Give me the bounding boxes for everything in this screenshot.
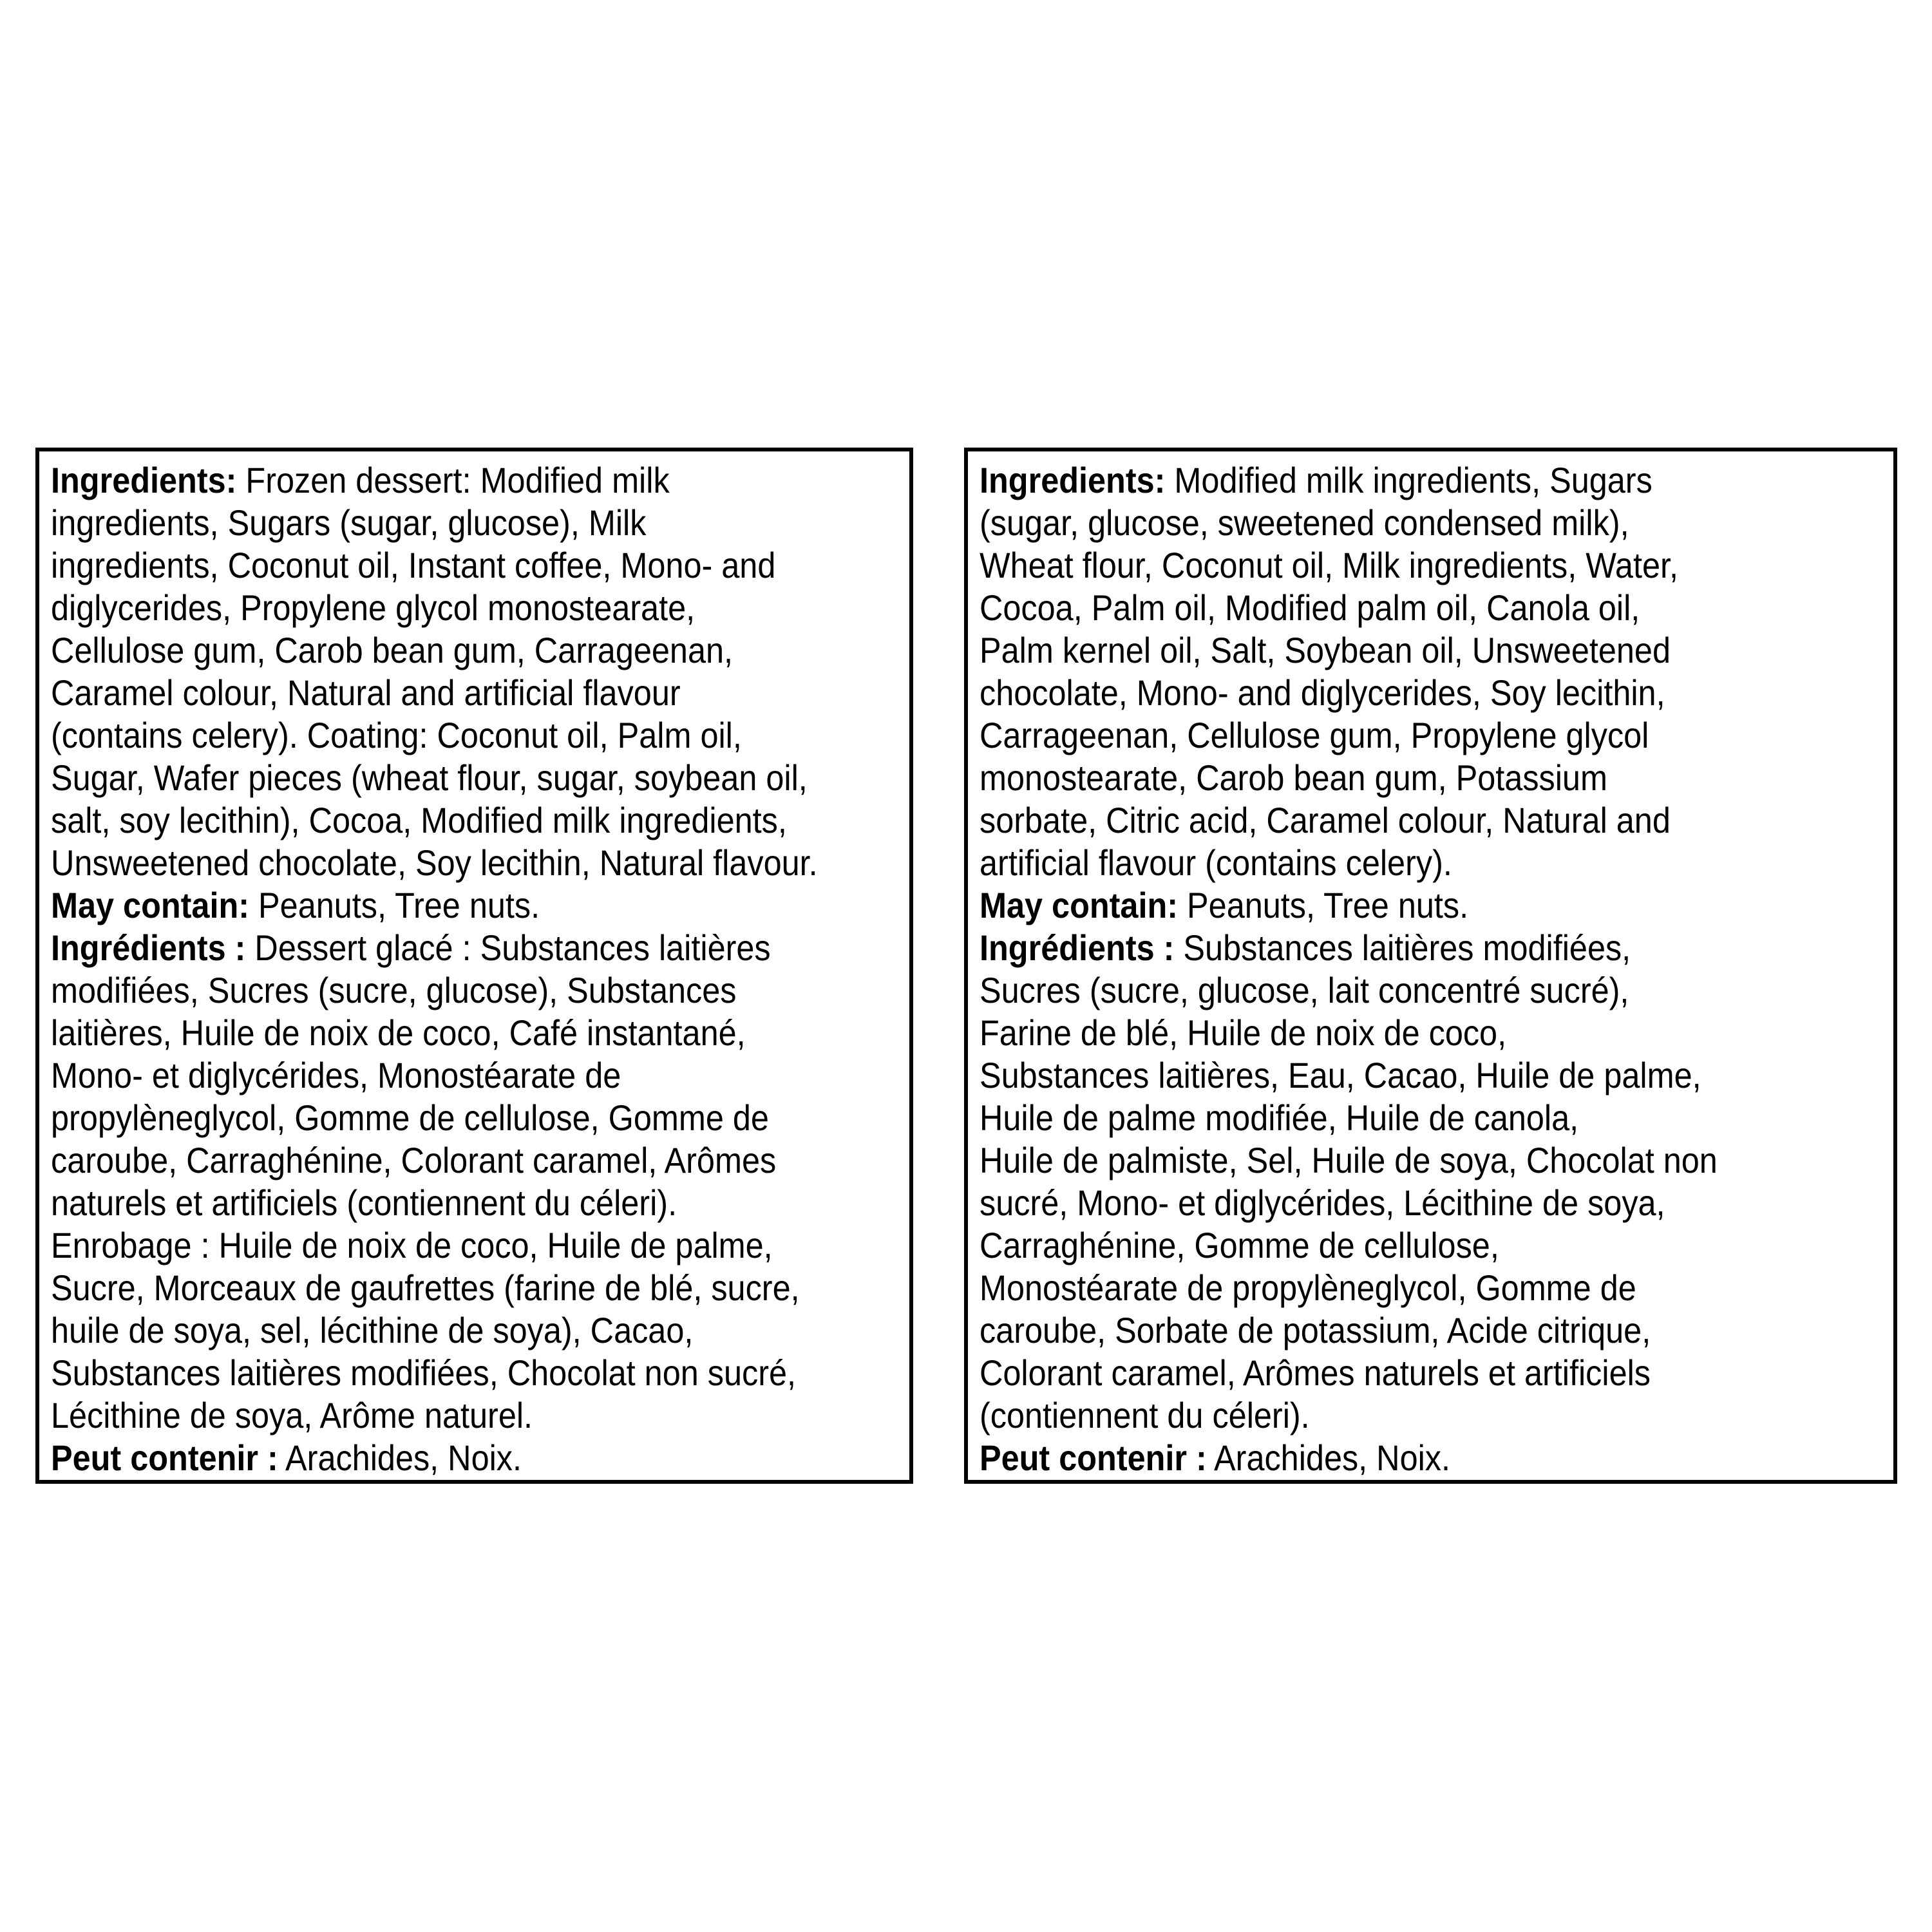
- ingredient-line: [980, 1437, 1793, 1479]
- ingredient-text: Substances laitières, Eau, Cacao, Huile de palme,: [980, 1055, 1701, 1095]
- ingredient-line: [51, 672, 814, 714]
- ingredient-text: Unsweetened chocolate, Soy lecithin, Natural flavour.: [51, 842, 818, 883]
- section-label: May contain:: [980, 885, 1179, 925]
- ingredient-line: [51, 1309, 814, 1352]
- ingredient-line: [51, 969, 814, 1012]
- ingredient-line: [51, 1224, 814, 1267]
- section-label: Peut contenir :: [980, 1437, 1207, 1478]
- ingredient-text: caroube, Carraghénine, Colorant caramel, Arômes: [51, 1140, 777, 1180]
- ingredient-line: [51, 459, 814, 502]
- ingredient-text: Frozen dessert: Modified milk: [236, 460, 670, 500]
- ingredient-line: [980, 587, 1793, 629]
- ingredient-text: (contiennent du céleri).: [980, 1395, 1310, 1435]
- ingredient-text: Huile de palme modifiée, Huile de canola,: [980, 1097, 1579, 1138]
- ingredient-text: Arachides, Noix.: [1206, 1437, 1451, 1478]
- section-label: May contain:: [51, 885, 250, 925]
- ingredient-line: [980, 842, 1793, 884]
- ingredient-line: [51, 799, 814, 842]
- ingredient-text: Substances laitières modifiées,: [1174, 927, 1631, 968]
- ingredient-text: Caramel colour, Natural and artificial flavour: [51, 672, 681, 713]
- ingredient-line: [980, 1182, 1793, 1224]
- ingredient-text: diglycerides, Propylene glycol monostearate,: [51, 587, 696, 628]
- ingredient-line: [51, 884, 814, 927]
- ingredient-text: Cocoa, Palm oil, Modified palm oil, Canola oil,: [980, 587, 1640, 628]
- right-ingredient-label-box: [964, 448, 1897, 1484]
- ingredient-line: [51, 1054, 814, 1097]
- ingredient-line: [980, 757, 1793, 799]
- ingredient-line: [51, 842, 818, 884]
- ingredient-line: [51, 629, 814, 672]
- ingredient-line: [980, 884, 1793, 927]
- ingredient-line: [51, 1352, 814, 1394]
- section-label: Ingredients:: [51, 460, 237, 500]
- ingredient-text: Mono- et diglycérides, Monostéarate de: [51, 1055, 621, 1095]
- ingredient-line: [51, 757, 814, 799]
- ingredient-line: [980, 927, 1793, 969]
- ingredient-line: [51, 714, 814, 757]
- ingredient-line: [980, 502, 1793, 544]
- ingredient-text: Sugar, Wafer pieces (wheat flour, sugar, soybean oil,: [51, 757, 808, 798]
- ingredient-line: [980, 714, 1793, 757]
- ingredient-line: [51, 1139, 814, 1182]
- section-label: Ingrédients :: [980, 927, 1175, 968]
- ingredient-text: Carrageenan, Cellulose gum, Propylene glycol: [980, 715, 1649, 755]
- ingredient-line: [51, 1394, 814, 1437]
- ingredient-text: Arachides, Noix.: [278, 1437, 522, 1478]
- ingredient-line: [51, 1012, 814, 1054]
- ingredient-line: [980, 1054, 1793, 1097]
- ingredient-text: Lécithine de soya, Arôme naturel.: [51, 1395, 533, 1435]
- ingredient-text: monostearate, Carob bean gum, Potassium: [980, 757, 1607, 798]
- ingredient-text: naturels et artificiels (contiennent du céleri).: [51, 1182, 677, 1223]
- ingredient-line: [51, 502, 814, 544]
- ingredient-text: chocolate, Mono- and diglycerides, Soy lecithin,: [980, 672, 1665, 713]
- ingredient-line: [980, 1139, 1793, 1182]
- ingredient-text: Colorant caramel, Arômes naturels et artificiels: [980, 1352, 1651, 1393]
- ingredient-line: [980, 1352, 1793, 1394]
- ingredient-text: modifiées, Sucres (sucre, glucose), Substances: [51, 970, 737, 1010]
- ingredient-text: laitières, Huile de noix de coco, Café instantané,: [51, 1012, 746, 1053]
- ingredient-text: salt, soy lecithin), Cocoa, Modified milk ingredients,: [51, 800, 787, 840]
- ingredient-text: Peanuts, Tree nuts.: [1178, 885, 1469, 925]
- section-label: Peut contenir :: [51, 1437, 278, 1478]
- ingredient-line: [980, 1224, 1793, 1267]
- ingredient-text: Sucres (sucre, glucose, lait concentré sucré),: [980, 970, 1629, 1010]
- ingredient-line: [980, 459, 1793, 502]
- ingredient-line: [980, 672, 1793, 714]
- ingredient-line: [980, 969, 1793, 1012]
- ingredient-text: Huile de palmiste, Sel, Huile de soya, Chocolat non: [980, 1140, 1718, 1180]
- ingredient-text: huile de soya, sel, lécithine de soya), Cacao,: [51, 1310, 694, 1350]
- ingredient-line: [51, 927, 814, 969]
- ingredient-text: Sucre, Morceaux de gaufrettes (farine de blé, sucre,: [51, 1267, 800, 1308]
- section-label: Ingrédients :: [51, 927, 246, 968]
- ingredient-text: Wheat flour, Coconut oil, Milk ingredients, Water,: [980, 545, 1679, 585]
- ingredient-line: [51, 544, 814, 587]
- ingredient-line: [51, 1267, 814, 1309]
- ingredient-text: sorbate, Citric acid, Caramel colour, Natural and: [980, 800, 1671, 840]
- ingredient-line: [980, 1097, 1793, 1139]
- ingredient-text: artificial flavour (contains celery).: [980, 842, 1452, 883]
- section-label: Ingredients:: [980, 460, 1166, 500]
- ingredient-line: [980, 799, 1793, 842]
- ingredient-text: Modified milk ingredients, Sugars: [1165, 460, 1653, 500]
- ingredient-text: Palm kernel oil, Salt, Soybean oil, Unsweetened: [980, 630, 1671, 670]
- ingredient-line: [51, 587, 814, 629]
- ingredient-text: Carraghénine, Gomme de cellulose,: [980, 1225, 1499, 1265]
- ingredient-line: [51, 1182, 814, 1224]
- ingredient-text: Dessert glacé : Substances laitières: [245, 927, 771, 968]
- ingredient-line: [980, 1394, 1793, 1437]
- ingredient-text: (contains celery). Coating: Coconut oil, Palm oil,: [51, 715, 742, 755]
- ingredient-text: (sugar, glucose, sweetened condensed milk),: [980, 502, 1629, 543]
- ingredient-text: Monostéarate de propylèneglycol, Gomme de: [980, 1267, 1636, 1308]
- ingredient-text: Enrobage : Huile de noix de coco, Huile de palme,: [51, 1225, 773, 1265]
- ingredient-line: [980, 1309, 1793, 1352]
- ingredient-text: Farine de blé, Huile de noix de coco,: [980, 1012, 1507, 1053]
- ingredient-text: Cellulose gum, Carob bean gum, Carrageenan,: [51, 630, 734, 670]
- ingredient-text: sucré, Mono- et diglycérides, Lécithine de soya,: [980, 1182, 1665, 1223]
- ingredient-line: [51, 1437, 814, 1479]
- ingredient-text: ingredients, Sugars (sugar, glucose), Milk: [51, 502, 647, 543]
- ingredient-text: Peanuts, Tree nuts.: [249, 885, 540, 925]
- ingredient-line: [980, 1012, 1793, 1054]
- ingredient-line: [51, 1097, 814, 1139]
- ingredient-text: Substances laitières modifiées, Chocolat non sucré,: [51, 1352, 797, 1393]
- ingredient-text: ingredients, Coconut oil, Instant coffee, Mono- and: [51, 545, 776, 585]
- ingredient-line: [980, 544, 1793, 587]
- ingredient-line: [980, 1267, 1793, 1309]
- left-ingredient-label-box: [35, 448, 913, 1484]
- ingredient-text: caroube, Sorbate de potassium, Acide citrique,: [980, 1310, 1651, 1350]
- ingredient-text: propylèneglycol, Gomme de cellulose, Gomme de: [51, 1097, 769, 1138]
- ingredient-line: [980, 629, 1793, 672]
